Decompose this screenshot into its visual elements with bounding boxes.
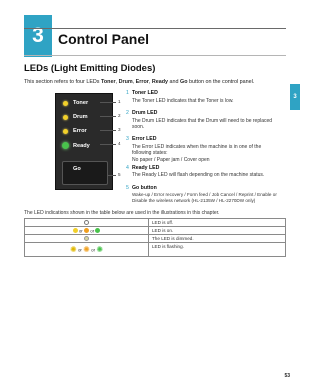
intro-ready: Ready bbox=[151, 79, 169, 85]
item-4-body: The Ready LED will flash depending on the machine status. bbox=[132, 172, 265, 178]
table-row bbox=[25, 219, 286, 227]
toner-led-icon bbox=[63, 101, 68, 106]
legend-symbol-flash bbox=[25, 243, 149, 257]
item-5-body: Wake-up / Error recovery / Form feed / Job Cancel / Reprint / Enable or Disable the wireless network (HL-2135W / HL-2270DW only) bbox=[132, 192, 277, 203]
chapter-title: Control Panel bbox=[58, 31, 150, 47]
intro-sep1: , bbox=[115, 79, 119, 85]
error-led-label: Error bbox=[73, 128, 87, 134]
item-3-title: Error LED bbox=[132, 136, 157, 142]
legend-symbol-off bbox=[25, 219, 149, 227]
callout-1: 1 bbox=[118, 99, 121, 104]
intro-drum: Drum bbox=[118, 79, 133, 85]
drum-led-label: Drum bbox=[73, 114, 88, 120]
error-led-row bbox=[63, 128, 87, 134]
callout-3: 3 bbox=[118, 127, 121, 132]
intro-toner: Toner bbox=[101, 79, 116, 85]
item-1-body: The Toner LED indicates that the Toner is low. bbox=[132, 98, 234, 104]
table-row bbox=[25, 235, 286, 243]
item-1-title: Toner LED bbox=[132, 90, 158, 96]
led-off-icon bbox=[84, 220, 89, 225]
item-3-body-states: No paper / Paper jam / Cover open bbox=[132, 157, 210, 163]
intro-sep3: , bbox=[148, 79, 152, 85]
led-on-yellow-icon bbox=[73, 228, 78, 233]
callout-line-5 bbox=[108, 175, 116, 176]
item-4-heading bbox=[126, 165, 159, 171]
item-1-heading bbox=[126, 90, 158, 96]
intro-text-pre: This section refers to four LEDs bbox=[24, 79, 101, 85]
item-4-number: 4 bbox=[126, 165, 129, 171]
led-dimmed-icon bbox=[84, 236, 89, 241]
toner-led-row bbox=[63, 100, 88, 106]
table-row bbox=[25, 227, 286, 235]
ready-led-label: Ready bbox=[73, 142, 90, 149]
item-2-body: The Drum LED indicates that the Drum will need to be replaced soon. bbox=[132, 118, 273, 131]
callout-line-4 bbox=[100, 144, 116, 145]
led-legend-table bbox=[24, 218, 286, 257]
callout-line-3 bbox=[100, 130, 116, 131]
item-1-number: 1 bbox=[126, 90, 129, 96]
ready-led-icon bbox=[62, 142, 69, 149]
intro-go: Go bbox=[180, 79, 188, 85]
item-5-heading bbox=[126, 185, 157, 191]
legend-desc-off: LED is off. bbox=[149, 219, 286, 227]
led-flash-green-icon: ✺ bbox=[96, 244, 104, 254]
intro-mid: and bbox=[168, 79, 181, 85]
control-panel-illustration bbox=[55, 93, 113, 190]
error-led-icon bbox=[63, 129, 68, 134]
ready-led-row bbox=[62, 142, 90, 149]
intro-sep2: , bbox=[132, 79, 136, 85]
legend-desc-on: LED is on. bbox=[149, 227, 286, 235]
item-2-heading bbox=[126, 110, 157, 116]
item-4-title: Ready LED bbox=[132, 165, 160, 171]
intro-paragraph bbox=[24, 79, 254, 85]
chapter-number: 3 bbox=[32, 24, 44, 47]
table-row bbox=[25, 243, 286, 257]
item-3-heading bbox=[126, 136, 157, 142]
callout-5: 5 bbox=[118, 172, 121, 177]
callout-line-2 bbox=[100, 116, 116, 117]
item-2-title: Drum LED bbox=[132, 110, 158, 116]
legend-desc-dim: The LED is dimmed. bbox=[149, 235, 286, 243]
side-chapter-tab: 3 bbox=[290, 84, 300, 110]
legend-note: The LED indications shown in the table below are used in the illustrations in this chapter. bbox=[24, 210, 220, 216]
item-3-body: The Error LED indicates when the machine is in one of the following states: bbox=[132, 144, 262, 157]
led-on-green-icon bbox=[95, 228, 100, 233]
drum-led-row bbox=[63, 114, 88, 120]
item-5-number: 5 bbox=[126, 185, 129, 191]
item-5-title: Go button bbox=[132, 185, 157, 191]
led-flash-orange-icon: ✺ bbox=[83, 244, 90, 254]
go-button-label: Go bbox=[73, 166, 81, 172]
toner-led-label: Toner bbox=[73, 100, 89, 106]
intro-error: Error bbox=[135, 79, 149, 85]
callout-line-1 bbox=[100, 102, 116, 103]
section-title: LEDs (Light Emitting Diodes) bbox=[24, 63, 156, 74]
legend-symbol-on bbox=[25, 227, 149, 235]
intro-text-post: button on the control panel. bbox=[187, 79, 255, 85]
led-flash-yellow-icon: ✺ bbox=[69, 244, 77, 254]
go-button[interactable] bbox=[62, 161, 108, 185]
legend-or-1: or bbox=[78, 228, 83, 234]
callout-4: 4 bbox=[118, 141, 121, 146]
legend-desc-flash: LED is flashing. bbox=[149, 243, 286, 257]
item-2-number: 2 bbox=[126, 110, 129, 116]
legend-or-4: or bbox=[91, 247, 96, 252]
drum-led-icon bbox=[63, 115, 68, 120]
callout-2: 2 bbox=[118, 113, 121, 118]
legend-or-3: or bbox=[77, 247, 82, 252]
led-on-orange-icon bbox=[84, 228, 89, 233]
item-3-number: 3 bbox=[126, 136, 129, 142]
legend-or-2: or bbox=[90, 228, 95, 234]
page-number: 53 bbox=[284, 373, 290, 379]
legend-symbol-dim bbox=[25, 235, 149, 243]
